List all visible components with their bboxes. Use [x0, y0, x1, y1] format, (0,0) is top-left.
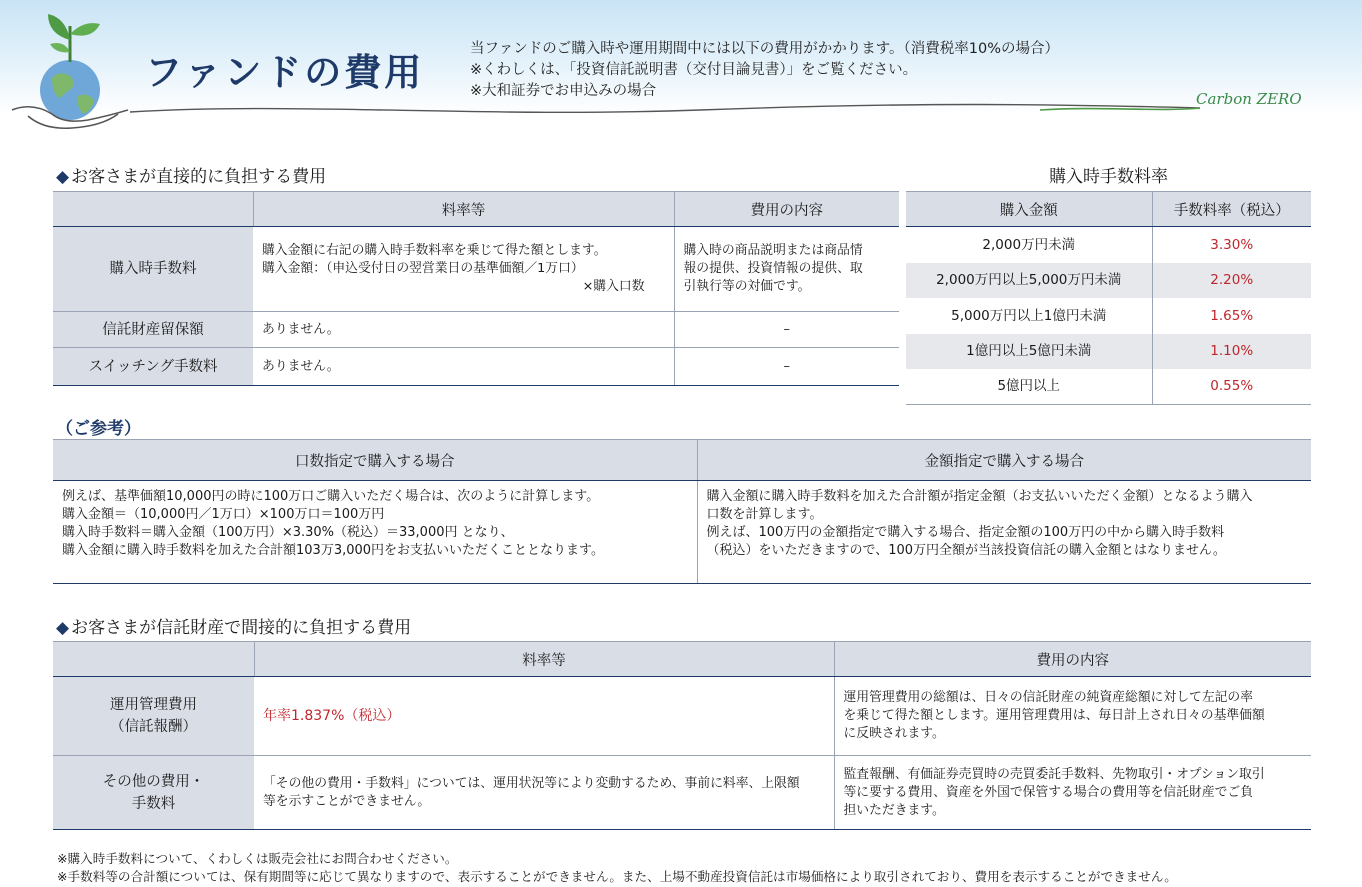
table-row	[906, 334, 1311, 369]
indirect-cost-heading: ◆ お客さまが信託財産で間接的に負担する費用	[56, 618, 412, 638]
rate-cell: 2.20%	[1152, 263, 1311, 298]
content-cell	[834, 756, 1311, 830]
content-line: を乗じて得た額とします。運用管理費用は、毎日計上され日々の基準価額	[843, 708, 1265, 723]
table-header-row	[53, 642, 1311, 677]
example-line: （税込）をいただきますので、100万円全額が当該投資信託の購入金額とはなりません。	[706, 543, 1226, 558]
table-header-cell: 費用の内容	[674, 192, 899, 227]
rate-line: 購入金額：（申込受付日の翌営業日の基準価額／1万口）	[262, 261, 584, 276]
table-header-cell	[53, 642, 254, 677]
content-cell	[834, 677, 1311, 756]
carbon-zero-badge: Carbon ZERO	[1196, 90, 1302, 108]
amount-cell: 5,000万円以上1億円未満	[906, 298, 1152, 334]
rate-cell	[253, 227, 674, 312]
fee-schedule-title: 購入時手数料率	[1049, 167, 1168, 187]
table-header-row	[53, 192, 899, 227]
content-cell	[674, 227, 899, 312]
rate-cell: 0.55%	[1152, 369, 1311, 405]
content-line: 等に要する費用、資産を外国で保管する場合の費用等を信託財産でご負	[843, 784, 1253, 800]
example-line: 例えば、基準価額10,000円の時に100万口ご購入いただく場合は、次のように計算します。	[62, 489, 600, 504]
table-header-cell: 金額指定で購入する場合	[697, 440, 1311, 481]
rate-cell: ありません。	[253, 348, 674, 386]
table-row	[53, 481, 1311, 584]
content-line: 担いただきます。	[843, 802, 945, 818]
rate-cell: 3.30%	[1210, 236, 1254, 253]
example-line: 購入金額に購入時手数料を加えた合計額が指定金額（お支払いいただく金額）となるよう購入	[706, 489, 1253, 504]
table-row	[906, 263, 1311, 298]
label-line: その他の費用・	[102, 773, 205, 790]
reference-table	[53, 439, 1311, 584]
table-row	[53, 756, 1311, 830]
content-line: 運用管理費用の総額は、日々の信託財産の純資産総額に対して左記の率	[843, 690, 1253, 705]
content-line: 引執行等の対価です。	[683, 279, 811, 294]
row-label: 購入時手数料	[53, 227, 253, 312]
page-title: ファンドの費用	[145, 51, 425, 94]
row-label	[53, 677, 254, 756]
rate-line: 購入金額に右記の購入時手数料率を乗じて得た額とします。	[262, 243, 607, 258]
table-header-cell: 料率等	[253, 192, 674, 227]
amount-cell: 2,000万円以上5,000万円未満	[906, 263, 1152, 298]
header-divider-line	[0, 96, 1362, 126]
table-row	[53, 348, 899, 386]
amount-cell: 2,000万円未満	[906, 227, 1152, 263]
table-header-cell: 口数指定で購入する場合	[53, 440, 697, 481]
diamond-bullet-icon: ◆	[56, 167, 70, 187]
label-line: 運用管理費用	[110, 697, 197, 713]
rate-cell: ありません。	[253, 312, 674, 348]
content-line: 報の提供、投資情報の提供、取	[683, 261, 863, 276]
table-row	[53, 677, 1311, 756]
rate-line: ×購入口数	[582, 279, 645, 294]
direct-cost-table	[53, 191, 899, 386]
header-note-3: ※大和証券でお申込みの場合	[470, 83, 657, 99]
example-line: 例えば、100万円の金額指定で購入する場合、指定金額の100万円の中から購入時手数料	[706, 525, 1225, 540]
rate-cell: 1.65%	[1210, 307, 1254, 324]
table-header-row	[53, 440, 1311, 481]
table-row	[906, 227, 1311, 263]
amount-cell: 1億円以上5億円未満	[906, 334, 1152, 369]
diamond-bullet-icon: ◆	[56, 618, 70, 638]
table-header-cell: 費用の内容	[834, 642, 1311, 677]
table-header-cell: 購入金額	[906, 192, 1152, 227]
footnote-1: ※購入時手数料について、くわしくは販売会社にお問合わせください。	[57, 851, 458, 866]
rate-cell: 年率1.837%（税込）	[254, 677, 834, 756]
table-header-cell: 手数料率（税込）	[1152, 192, 1311, 227]
table-row	[53, 227, 899, 312]
content-cell: –	[674, 348, 899, 386]
row-label: スイッチング手数料	[53, 348, 253, 386]
fee-schedule-table	[906, 191, 1311, 405]
example-line: 購入金額に購入時手数料を加えた合計額103万3,000円をお支払いいただくこととなります。	[62, 543, 604, 558]
amount-cell: 5億円以上	[906, 369, 1152, 405]
rate-line: 「その他の費用・手数料」については、運用状況等により変動するため、事前に料率、上限額	[263, 775, 800, 791]
label-line: 手数料	[131, 795, 176, 812]
table-row	[906, 369, 1311, 405]
table-row	[53, 312, 899, 348]
header-note-1: 当ファンドのご購入時や運用期間中には以下の費用がかかります。（消費税率10%の場合）	[470, 41, 1060, 57]
content-cell: –	[674, 312, 899, 348]
label-line: （信託報酬）	[110, 719, 197, 735]
reference-heading: （ご参考）	[56, 419, 141, 439]
content-line: 監査報酬、有価証券売買時の売買委託手数料、先物取引・オプション取引	[843, 766, 1265, 782]
rate-cell	[254, 756, 834, 830]
table-row	[906, 298, 1311, 334]
rate-cell: 1.10%	[1152, 334, 1311, 369]
content-line: に反映されます。	[843, 726, 945, 741]
header-note-2: ※くわしくは、「投資信託説明書（交付目論見書）」をご覧ください。	[470, 62, 918, 78]
table-header-cell	[53, 192, 253, 227]
direct-cost-heading: ◆ お客さまが直接的に負担する費用	[56, 167, 327, 187]
row-label	[53, 756, 254, 830]
footnote-2: ※手数料等の合計額については、保有期間等に応じて異なりますので、表示することができません。また、上場不動産投資信託は市場価格により取引されており、費用を表示することができません。	[57, 869, 1177, 884]
unit-spec-example	[53, 481, 697, 584]
rate-line: 等を示すことができません。	[263, 793, 431, 809]
row-label: 信託財産留保額	[53, 312, 253, 348]
content-line: 購入時の商品説明または商品情	[683, 243, 863, 258]
example-line: 購入金額＝（10,000円／1万口）×100万口＝100万円	[62, 507, 385, 522]
example-line: 購入時手数料＝購入金額（100万円）×3.30%（税込）＝33,000円 となり、	[62, 525, 514, 540]
amount-spec-example	[697, 481, 1311, 584]
table-header-cell: 料率等	[254, 642, 834, 677]
indirect-cost-table	[53, 641, 1311, 830]
table-header-row	[906, 192, 1311, 227]
example-line: 口数を計算します。	[706, 507, 823, 522]
